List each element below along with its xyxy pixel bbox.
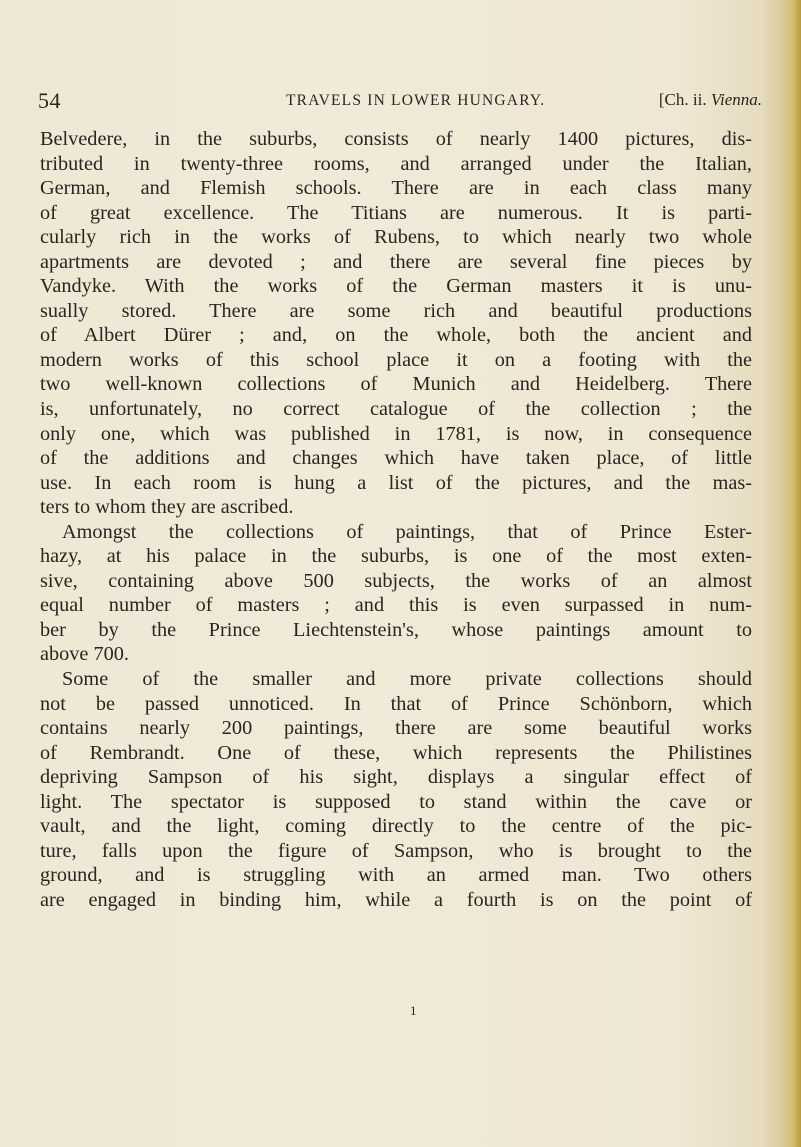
text-line: of Albert Dürer ; and, on the whole, both the ancient and bbox=[40, 324, 752, 347]
text-line: contains nearly 200 paintings, there are some beautiful works bbox=[40, 717, 752, 740]
text-line: cularly rich in the works of Rubens, to which nearly two whole bbox=[40, 226, 752, 249]
page-number: 54 bbox=[38, 88, 61, 113]
text-line: use. In each room is hung a list of the pictures, and the mas- bbox=[40, 471, 752, 494]
text-line: of the additions and changes which have taken place, of little bbox=[40, 447, 752, 470]
text-line: equal number of masters ; and this is even surpassed in num- bbox=[40, 594, 752, 617]
text-line: tributed in twenty-three rooms, and arranged under the Italian, bbox=[40, 152, 752, 175]
running-header bbox=[38, 88, 762, 116]
chapter-reference bbox=[659, 90, 762, 110]
running-title: TRAVELS IN LOWER HUNGARY. bbox=[286, 92, 546, 109]
text-line: above 700. bbox=[40, 643, 129, 666]
body-text bbox=[40, 127, 752, 913]
text-line: are engaged in binding him, while a fourth is on the point of bbox=[40, 888, 752, 911]
text-line: light. The spectator is supposed to stand within the cave or bbox=[40, 790, 752, 813]
text-line: not be passed unnoticed. In that of Prince Schönborn, which bbox=[40, 692, 752, 715]
text-line: sually stored. There are some rich and beautiful productions bbox=[40, 299, 752, 322]
text-line: only one, which was published in 1781, is now, in consequence bbox=[40, 422, 752, 445]
text-line: ground, and is struggling with an armed man. Two others bbox=[40, 864, 752, 887]
text-line: ture, falls upon the figure of Sampson, who is brought to the bbox=[40, 839, 752, 862]
text-line: Belvedere, in the suburbs, consists of nearly 1400 pictures, dis- bbox=[40, 128, 752, 150]
text-line: vault, and the light, coming directly to the centre of the pic- bbox=[40, 815, 752, 838]
text-line: Amongst the collections of paintings, that of Prince Ester- bbox=[62, 520, 752, 543]
signature-mark: 1 bbox=[410, 1003, 417, 1018]
text-line: of great excellence. The Titians are numerous. It is parti- bbox=[40, 201, 752, 224]
text-line: ber by the Prince Liechtenstein's, whose paintings amount to bbox=[40, 618, 752, 641]
text-line: German, and Flemish schools. There are in each class many bbox=[40, 177, 752, 200]
chapter-number: [Ch. ii. bbox=[658, 90, 711, 109]
text-line: sive, containing above 500 subjects, the works of an almost bbox=[40, 569, 752, 592]
text-line: ters to whom they are ascribed. bbox=[40, 496, 294, 519]
text-line: Some of the smaller and more private collections should bbox=[62, 668, 752, 691]
text-line: depriving Sampson of his sight, displays a singular effect of bbox=[40, 766, 752, 789]
text-line: Vandyke. With the works of the German masters it is unu- bbox=[40, 275, 752, 298]
text-line: apartments are devoted ; and there are several fine pieces by bbox=[40, 250, 752, 273]
text-line: modern works of this school place it on a footing with the bbox=[40, 348, 752, 371]
chapter-place: Vienna. bbox=[710, 90, 762, 109]
text-line: two well-known collections of Munich and Heidelberg. There bbox=[40, 373, 752, 396]
gilt-page-edge bbox=[785, 0, 801, 1147]
text-line: of Rembrandt. One of these, which represents the Philistines bbox=[40, 741, 752, 764]
text-line: is, unfortunately, no correct catalogue of the collection ; the bbox=[40, 398, 752, 421]
text-line: hazy, at his palace in the suburbs, is one of the most exten- bbox=[40, 545, 752, 568]
